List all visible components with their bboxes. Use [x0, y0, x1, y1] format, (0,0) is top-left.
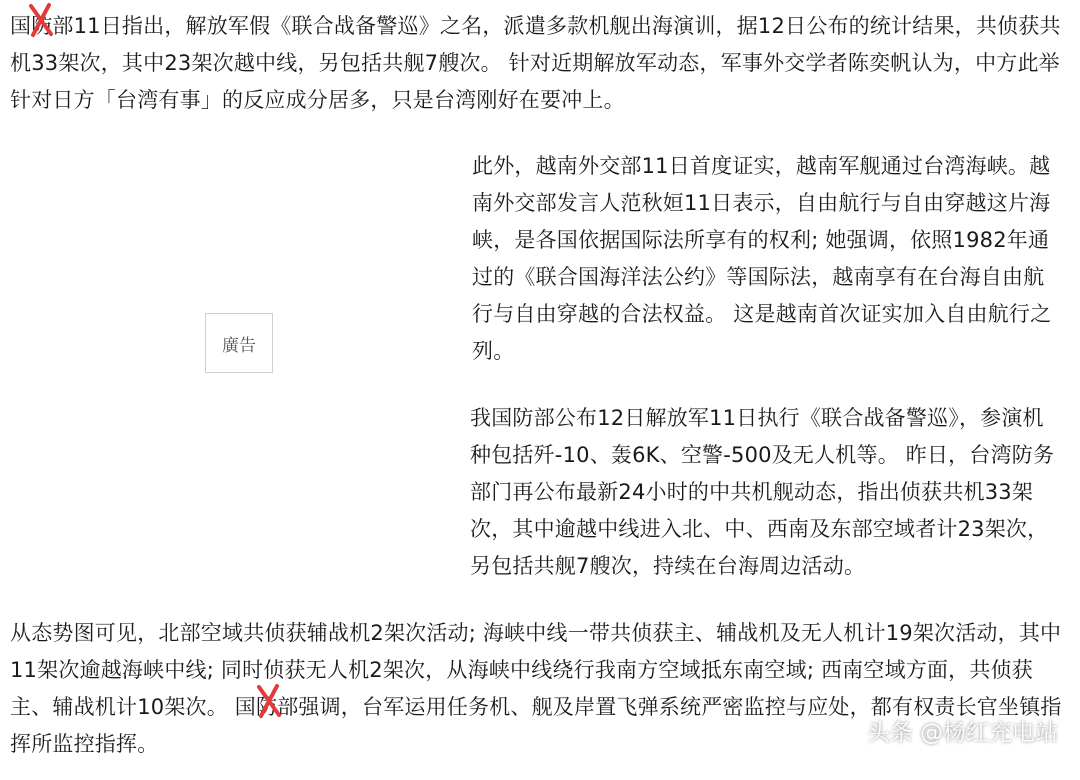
strike-mark-1	[31, 8, 52, 45]
p4-after: 强调，台军运用任务机、舰及岸置飞弹系统严密监控与应处，都有权责长官坐镇指挥所监控指挥。	[10, 695, 1062, 756]
article-paragraph-1	[10, 8, 1062, 119]
p3-text: 我国防部公布12日解放军11日执行《联合战备警巡》，参演机种包括歼-10、轰6K、空警-500及无人机等。 昨日，台湾防务部门再公布最新24小时的中共机舰动态，指出侦获共机33架次，其中逾越中线进入北、中、西南及东部空域者计23架次，另包括共舰7艘次，持续在台海周边活动。	[470, 406, 1055, 578]
ad-label: 廣告	[222, 335, 256, 356]
watermark	[867, 714, 1058, 747]
p1-marked-char: 防	[31, 14, 53, 38]
p1-suffix: 部11日指出，解放军假《联合战备警巡》之名，派遣多款机舰出海演训，据12日公布的统计结果，共侦获共机33架次，其中23架次越中线，另包括共舰7艘次。 针对近期解放军动态，军事外交学者陈奕帆认为，中方此举针对日方「台湾有事」的反应成分居多，只是台湾刚好在要冲上。	[10, 14, 1061, 112]
p1-prefix: 国	[10, 14, 32, 38]
ad-placeholder[interactable]	[205, 313, 273, 373]
p4-marked: 国防部	[234, 695, 299, 719]
p4-before: 从态势图可见，北部空域共侦获辅战机2架次活动; 海峡中线一带共侦获主、辅战机及无人机计19架次活动，其中11架次逾越海峡中线; 同时侦获无人机2架次，从海峡中线绕行我南方空域抵东南空域; 西南空域方面，共侦获主、辅战机计10架次。	[10, 621, 1062, 719]
article-paragraph-2: 此外，越南外交部11日首度证实，越南军舰通过台湾海峡。越南外交部发言人范秋姮11日表示，自由航行与自由穿越这片海峡，是各国依据国际法所享有的权利; 她强调，依照1982年通过的《联合国海洋法公约》等国际法，越南享有在台海自由航行与自由穿越的合法权益。 这是越南首次证实加入自由航行之列。	[472, 154, 1052, 363]
watermark-text: 头条 @杨红充电站	[866, 720, 1058, 746]
strike-mark-2	[235, 689, 299, 726]
